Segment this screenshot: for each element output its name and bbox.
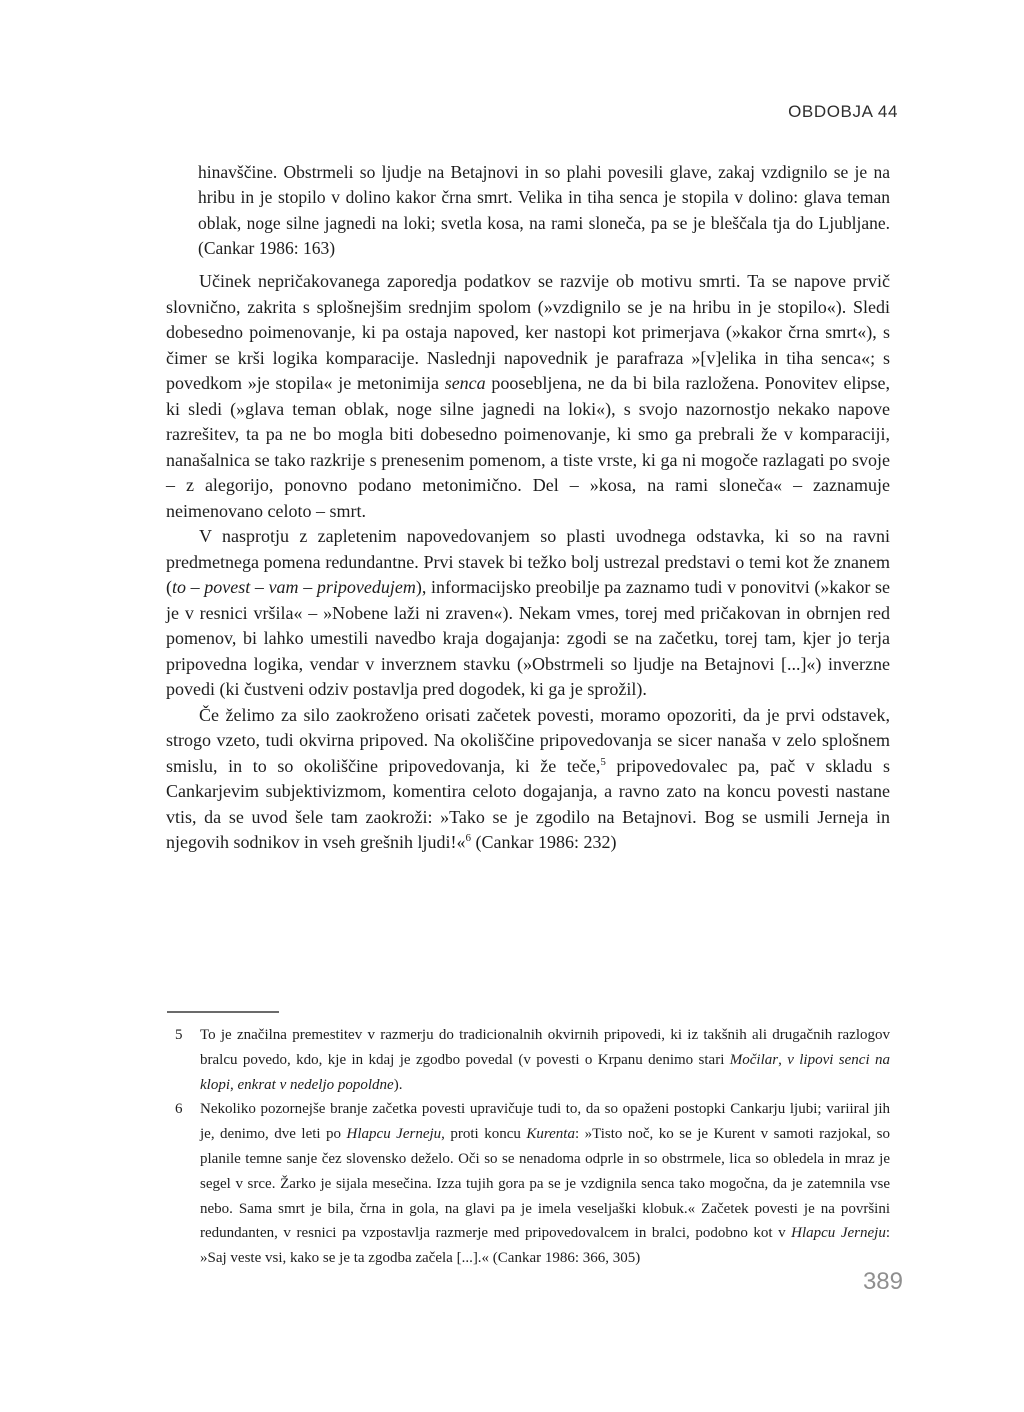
italic-text-run: Hlapcu Jerneju	[791, 1225, 886, 1242]
text-run: : »Saj veste vsi, kako se je ta zgodba začela [...].« (Cankar 1986: 366, 305)	[200, 1225, 890, 1267]
text-run: poosebljena, ne da bi bila razložena. Ponovitev elipse, ki sledi (»glava teman oblak, noge silne jagnedi na loki«), s svojo nazornostjo nekako napove razrešitev, ta pa ne bo mogla biti dobesedno poimenovanje, ki smo ga prebrali že v komparaciji, nanašalnica se tako razkrije s prenesenim pomenom, a tiste vrste, ki ga ni mogoče razlagati po svoje – z alegorijo, ponovno podano metonimično. Del – »kosa, na rami sloneča« – zaznamuje neimenovano celoto – smrt.	[166, 373, 891, 521]
footnote	[166, 1023, 890, 1097]
text-run: , proti koncu	[441, 1126, 527, 1143]
text-run: ,	[230, 1076, 238, 1093]
text-run: hinavščine. Obstrmeli so ljudje na Betajnovi in so plahi povesili glave, zakaj vzdignilo se je na hribu in je stopilo v dolino kakor črna smrt. Velika in tiha senca je stopila v dolino: glava teman oblak, noge silne jagnedi na loki; svetla kosa, na rami sloneča, pa se je bleščala tja do Ljubljane. (Cankar 1986: 163)	[198, 162, 890, 258]
running-head: OBDOBJA 44	[788, 102, 898, 121]
body-paragraph	[166, 524, 890, 703]
main-text	[166, 160, 890, 856]
footnote-number: 6	[175, 1101, 183, 1118]
italic-text-run: to – povest – vam – pripovedujem	[172, 577, 416, 598]
footnote-number: 5	[175, 1027, 183, 1043]
footnote-separator-rule	[167, 1011, 279, 1013]
text-run: To je značilna premestitev v razmerju do tradicionalnih okvirnih pripovedi, ki iz takšnih ali drugačnih razlogov bralcu povedo, kdo, kje in kdaj je zgodbo povedal (v povesti o Krpanu denimo stari	[200, 1027, 890, 1068]
italic-text-run: Kurenta	[526, 1126, 575, 1143]
footnote-reference: 5	[600, 755, 606, 768]
italic-text-run: Hlapcu Jerneju	[346, 1126, 442, 1143]
text-run: pripovedovalec pa, pač v skladu s Cankarjevim subjektivizmom, komentira celoto dogajanja, a ravno zato na koncu povesti nastane vtis, da se uvod šele tam zaokroži: »Tako se je zgodilo na Betajnovi. Bog se usmili Jerneja in njegovih sodnikov in vseh grešnih ljudi!«	[166, 755, 891, 853]
text-run: : »Tisto noč, ko se je Kurent v samoti razjokal, so planile temne sanje čez slovensko deželo. Oči so se nenadoma odprle in so obstrmele, lica so obledela in mraz je segel v srce. Žarko je sijala mesečina. Izza tujih gora pa se je vzdignila senca tako mogočna, da je zatemnila vse nebo. Sama smrt je bila, črna in gola, na glavi pa je imela veseljaški klobuk.« Začetek povesti je na površini redundanten, v resnici pa vzpostavlja razmerje med pripovedovalcem in bralci, podobno kot v	[200, 1126, 890, 1242]
italic-text-run: v lipovi senci na klopi	[200, 1051, 890, 1093]
italic-text-run: senca	[444, 373, 486, 394]
footnote-list	[166, 1023, 890, 1271]
text-run: Če želimo za silo zaokroženo orisati začetek povesti, moramo opozoriti, da je prvi odstavek, strogo vzeto, tudi okvirna pripoved. Na okoliščine pripovedovanja se sicer nanaša v zelo splošnem smislu, in to so okoliščine pripovedovanja, ki že teče,	[166, 704, 890, 776]
text-run: V nasprotju z zapletenim napovedovanjem so plasti uvodnega odstavka, ki so na ravni predmetnega pomena redundantne. Prvi stavek bi težko bolj ustrezal predstavi o temi kot že znanem (	[166, 526, 890, 598]
footnotes-section	[166, 1002, 890, 1271]
text-run: Nekoliko pozornejše branje začetka povesti upravičuje tudi to, da so opaženi postopki Cankarju ljubi; variiral jih je, denimo, dve leti po	[200, 1101, 890, 1143]
italic-text-run: enkrat v nedeljo popoldne	[237, 1076, 394, 1093]
text-run: ).	[393, 1076, 403, 1093]
footnote	[166, 1097, 890, 1271]
block-quote	[198, 160, 890, 261]
body-paragraph	[166, 269, 890, 524]
italic-text-run: Močilar	[729, 1051, 779, 1068]
page-number: 389	[862, 1268, 903, 1295]
text-run: ), informacijsko preobilje pa zaznamo tudi v ponovitvi (»kakor se je v resnici vršila« – »Nobene laži ni zraven«). Nekam vmes, torej med pričakovan in obrnjen red pomenov, bi lahko umestili navedbo kraja dogajanja: zgodi se na začetku, torej tam, kjer jo terja pripovedna logika, vendar v inverznem stavku (»Obstrmeli so ljudje na Betajnovi [...]«) inverzne povedi (ki čustveni odziv postavlja pred dogodek, ki ga je sprožil).	[166, 577, 891, 700]
text-run: ,	[778, 1051, 788, 1068]
text-run: Učinek nepričakovanega zaporedja podatkov se razvije ob motivu smrti. Ta se napove prvič slovnično, zakrita s splošnejšim srednjim spolom (»vzdignilo se je na hribu in je stopilo«). Sledi dobesedno poimenovanje, ki pa ostaja napoved, ker nastopi kot primerjava (»kakor črna smrt«), s čimer se krši logika komparacije. Naslednji napovednik je parafraza »[v]elika in tiha senca«; s povedkom »je stopila« je metonimija	[166, 271, 890, 394]
body-paragraph	[166, 703, 890, 856]
text-run: (Cankar 1986: 232)	[470, 832, 617, 853]
footnote-reference: 6	[465, 832, 471, 845]
